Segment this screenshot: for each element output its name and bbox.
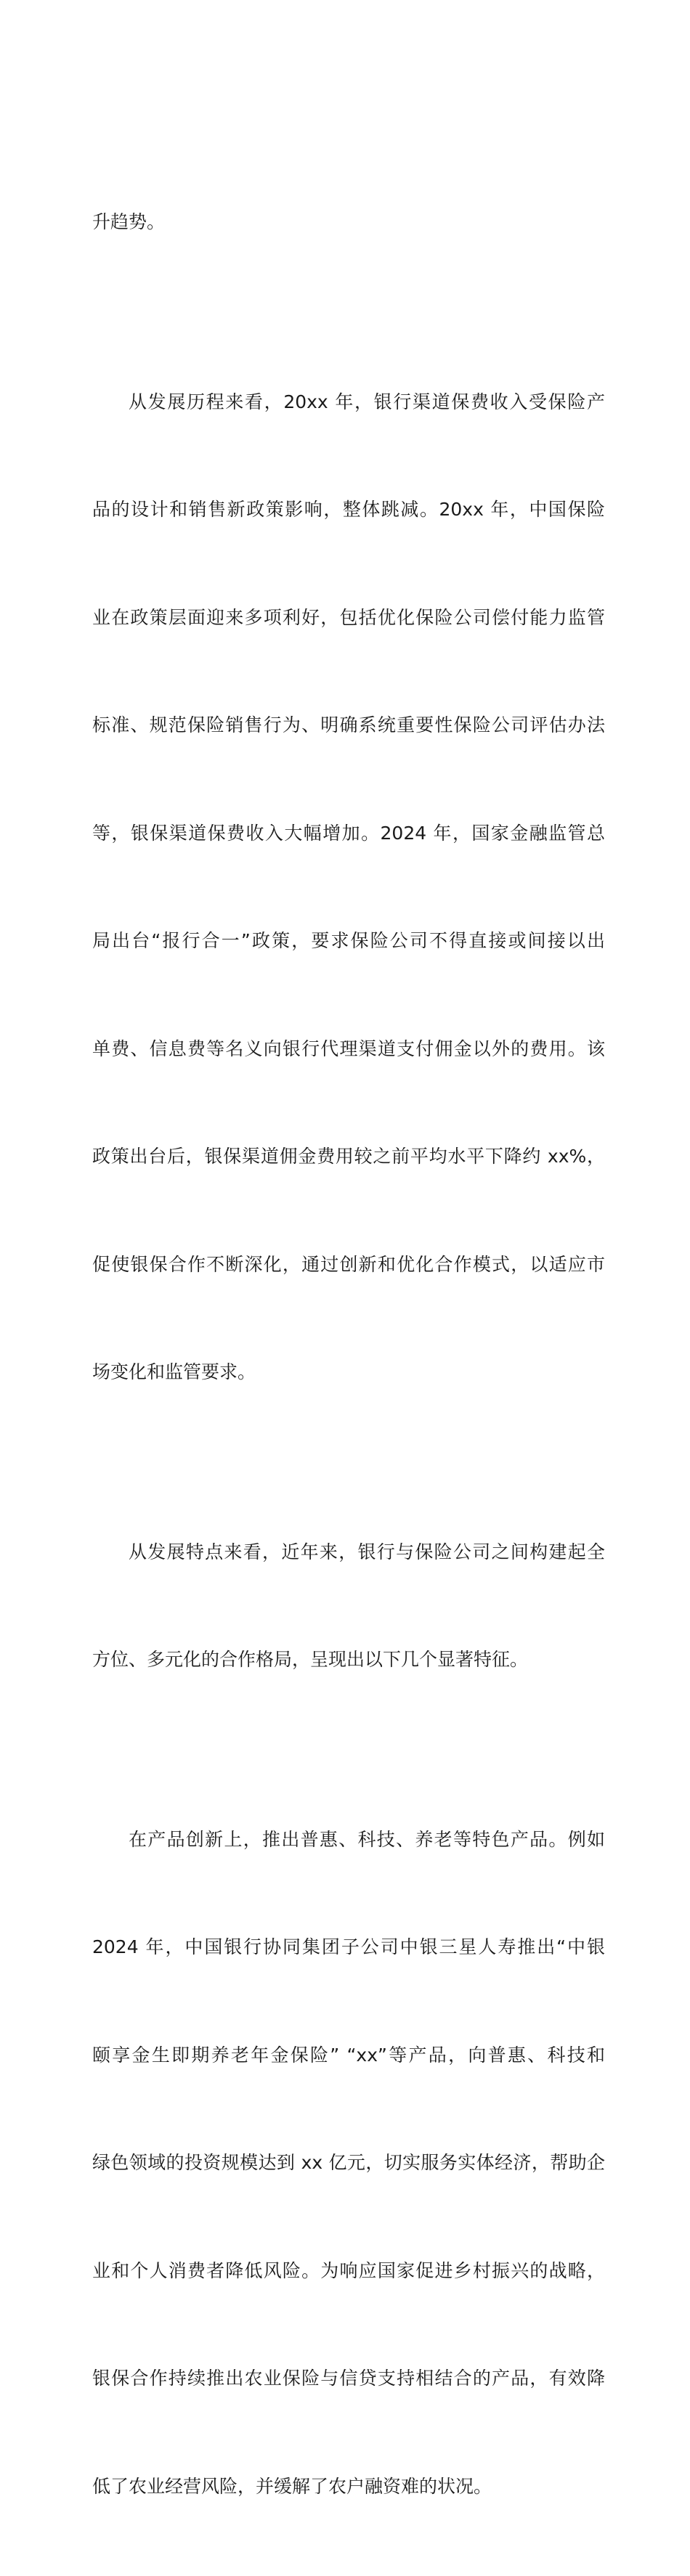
document-body (92, 132, 605, 2576)
text-line: 品的设计和销售新政策影响，整体跳减。20xx 年，中国保险 (92, 492, 605, 528)
document-page (0, 0, 690, 976)
text-line: 政策出台后，银保渠道佣金费用较之前平均水平下降约 xx%， (92, 1138, 605, 1175)
text-line: 方位、多元化的合作格局，呈现出以下几个显著特征。 (92, 1642, 605, 1678)
text-line: 低了农业经营风险，并缓解了农户融资难的状况。 (92, 2469, 605, 2505)
text-line: 业在政策层面迎来多项利好，包括优化保险公司偿付能力监管 (92, 600, 605, 636)
text-line: 单费、信息费等名义向银行代理渠道支付佣金以外的费用。该 (92, 1031, 605, 1067)
text-line: 等，银保渠道保费收入大幅增加。2024 年，国家金融监管总 (92, 815, 605, 852)
text-line: 在产品创新上，推出普惠、科技、养老等特色产品。例如 (92, 1822, 605, 1858)
paragraph-4 (92, 1750, 605, 2576)
text-line: 促使银保合作不断深化，通过创新和优化合作模式，以适应市 (92, 1247, 605, 1283)
text-line: 绿色领域的投资规模达到 xx 亿元，切实服务实体经济，帮助企 (92, 2145, 605, 2181)
text-line: 局出台“报行合一”政策，要求保险公司不得直接或间接以出 (92, 923, 605, 959)
text-line: 标准、规范保险销售行为、明确系统重要性保险公司评估办法 (92, 707, 605, 743)
paragraph-1 (92, 132, 605, 312)
text-line: 业和个人消费者降低风险。为响应国家促进乡村振兴的战略， (92, 2253, 605, 2289)
text-line: 升趋势。 (92, 204, 605, 240)
paragraph-3 (92, 1462, 605, 1750)
text-line: 场变化和监管要求。 (92, 1354, 605, 1390)
text-line: 2024 年，中国银行协同集团子公司中银三星人寿推出“中银 (92, 1929, 605, 1965)
text-line: 从发展特点来看，近年来，银行与保险公司之间构建起全 (92, 1534, 605, 1570)
paragraph-2 (92, 312, 605, 1462)
text-line: 从发展历程来看，20xx 年，银行渠道保费收入受保险产 (92, 384, 605, 420)
text-line: 颐享金生即期养老年金保险” “xx”等产品，向普惠、科技和 (92, 2037, 605, 2074)
text-line: 银保合作持续推出农业保险与信贷支持相结合的产品，有效降 (92, 2360, 605, 2397)
